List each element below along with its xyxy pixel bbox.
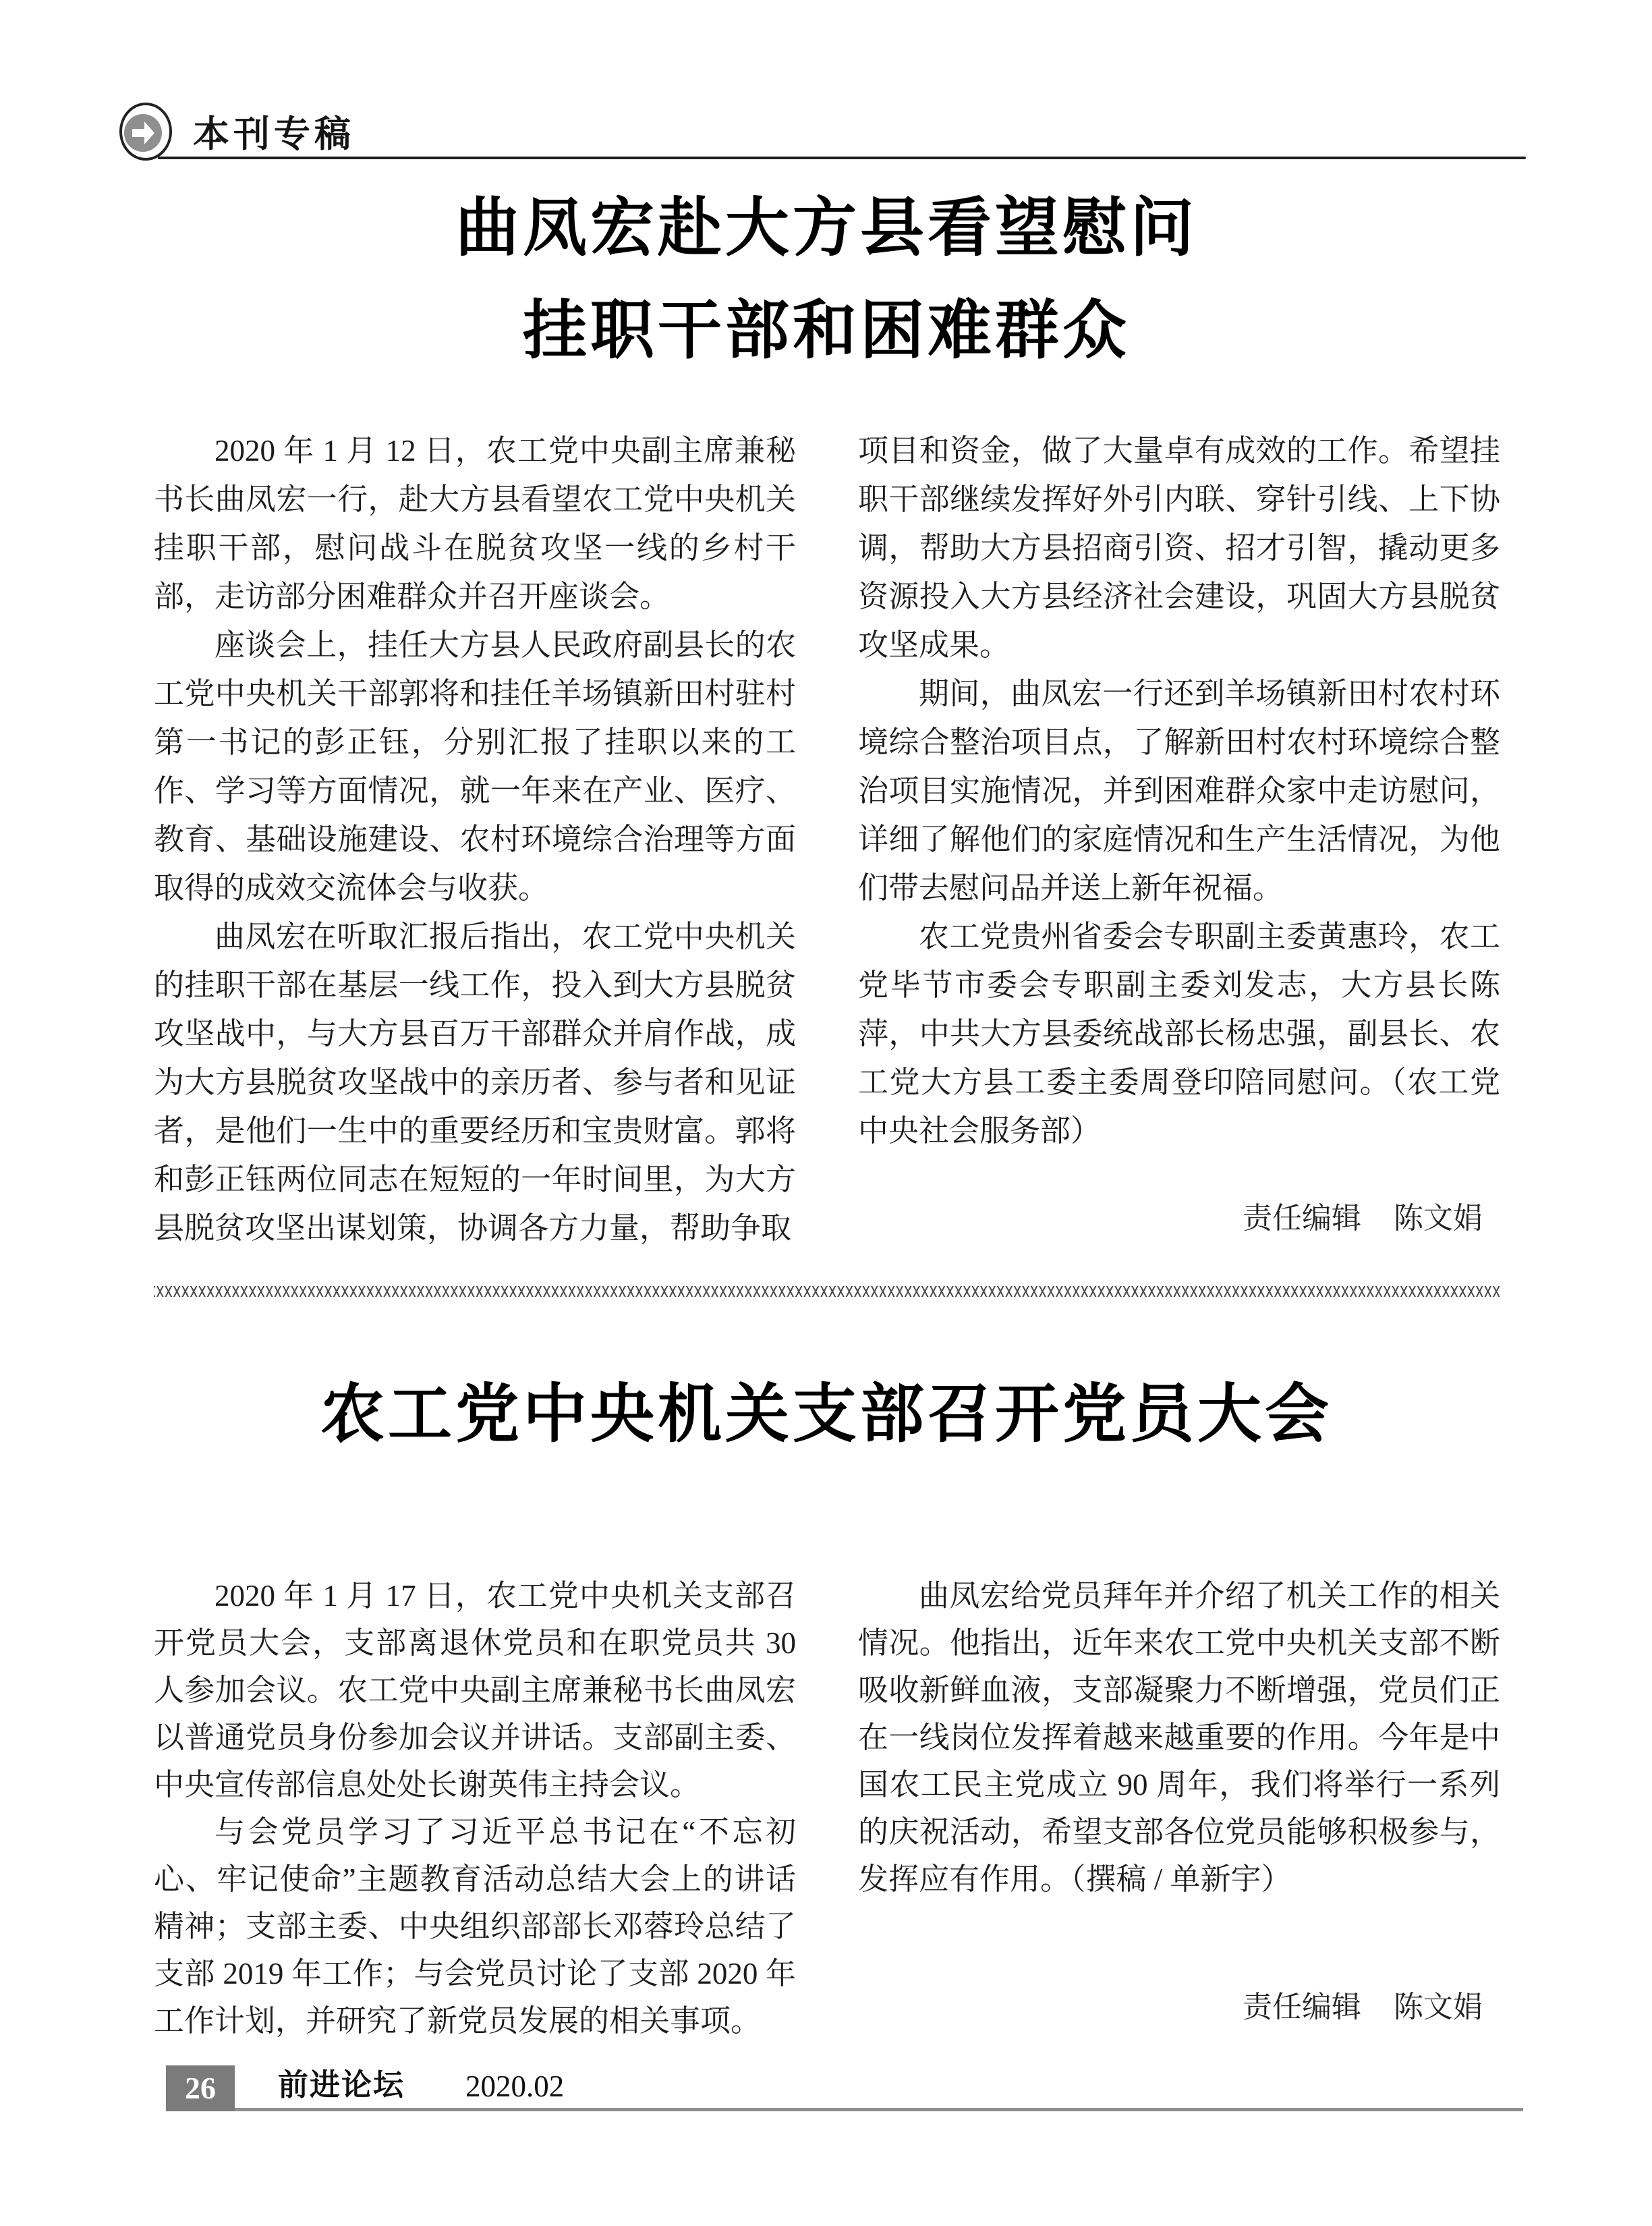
article1-column-left xyxy=(154,426,796,1252)
article1-column-right xyxy=(858,426,1500,1252)
editor-name: 陈文娟 xyxy=(1394,1202,1483,1235)
header-rule xyxy=(158,157,1526,159)
editor-name: 陈文娟 xyxy=(1394,1991,1483,2024)
article1-title xyxy=(128,177,1525,382)
paragraph: 曲凤宏给党员拜年并介绍了机关工作的相关情况。他指出，近年来农工党中央机关支部不断吸收新鲜血液，支部凝聚力不断增强，党员们正在一线岗位发挥着越来越重要的作用。今年是中国农工民主党成立 90 周年，我们将举行一系列的庆祝活动，希望支部各位党员能够积极参与，发挥应有作用。（撰稿 / 单新宇） xyxy=(858,1579,1500,1896)
article2-body xyxy=(154,1572,1500,2044)
editor-label: 责任编辑 xyxy=(1243,1202,1361,1235)
section-divider xyxy=(154,1286,1500,1297)
section-header xyxy=(119,103,1526,162)
paragraph-continuation: 项目和资金，做了大量卓有成效的工作。希望挂职干部继续发挥好外引内联、穿针引线、上下协调，帮助大方县招商引资、招才引智，撬动更多资源投入大方县经济社会建设，巩固大方县脱贫攻坚成果。 xyxy=(858,434,1500,662)
paragraph: 曲凤宏在听取汇报后指出，农工党中央机关的挂职干部在基层一线工作，投入到大方县脱贫攻坚战中，与大方县百万干部群众并肩作战，成为大方县脱贫攻坚战中的亲历者、参与者和见证者，是他们一生中的重要经历和宝贵财富。郭将和彭正钰两位同志在短短的一年时间里，为大方县脱贫攻坚出谋划策，协调各方力量，帮助争取 xyxy=(154,920,796,1245)
issue-number: 2020.02 xyxy=(465,2069,565,2103)
paragraph: 农工党贵州省委会专职副主委黄惠玲，农工党毕节市委会专职副主委刘发志，大方县长陈萍，中共大方县委统战部长杨忠强，副县长、农工党大方县工委主委周登印陪同慰问。（农工党中央社会服务部） xyxy=(858,920,1500,1148)
page-number-badge: 26 xyxy=(166,2065,235,2111)
paragraph: 座谈会上，挂任大方县人民政府副县长的农工党中央机关干部郭将和挂任羊场镇新田村驻村第一书记的彭正钰，分别汇报了挂职以来的工作、学习等方面情况，就一年来在产业、医疗、教育、基础设施建设、农村环境综合治理等方面取得的成效交流体会与收获。 xyxy=(154,628,796,905)
article2-title: 农工党中央机关支部召开党员大会 xyxy=(320,1379,1332,1450)
article1-title-line2: 挂职干部和困难群众 xyxy=(522,295,1130,366)
editor-label: 责任编辑 xyxy=(1243,1991,1361,2024)
article1-body xyxy=(154,426,1500,1252)
arrow-right-circle-icon xyxy=(119,103,173,161)
section-label: 本刊专稿 xyxy=(193,114,355,155)
editor-line xyxy=(858,1984,1500,2031)
paragraph: 期间，曲凤宏一行还到羊场镇新田村农村环境综合整治项目点，了解新田村农村环境综合整治项目实施情况，并到困难群众家中走访慰问，详细了解他们的家庭情况和生产生活情况，为他们带去慰问品并送上新年祝福。 xyxy=(858,677,1500,905)
paragraph: 2020 年 1 月 17 日，农工党中央机关支部召开党员大会，支部离退休党员和在职党员共 30 人参加会议。农工党中央副主席兼秘书长曲凤宏以普通党员身份参加会议并讲话。支部副主委、中央宣传部信息处处长谢英伟主持会议。 xyxy=(154,1579,796,1802)
article1-title-line1: 曲凤宏赴大方县看望慰问 xyxy=(455,192,1197,264)
paragraph: 与会党员学习了习近平总书记在“不忘初心、牢记使命”主题教育活动总结大会上的讲话精神；支部主委、中央组织部部长邓蓉玲总结了支部 2019 年工作；与会党员讨论了支部 2020 年工作计划，并研究了新党员发展的相关事项。 xyxy=(154,1815,796,2038)
page-footer xyxy=(166,2062,1523,2111)
journal-name: 前进论坛 xyxy=(278,2068,405,2102)
editor-line xyxy=(858,1194,1500,1243)
article2-column-right xyxy=(858,1572,1500,2044)
article2-column-left xyxy=(154,1572,796,2044)
paragraph: 2020 年 1 月 12 日，农工党中央副主席兼秘书长曲凤宏一行，赴大方县看望农工党中央机关挂职干部，慰问战斗在脱贫攻坚一线的乡村干部，走访部分困难群众并召开座谈会。 xyxy=(154,434,796,613)
